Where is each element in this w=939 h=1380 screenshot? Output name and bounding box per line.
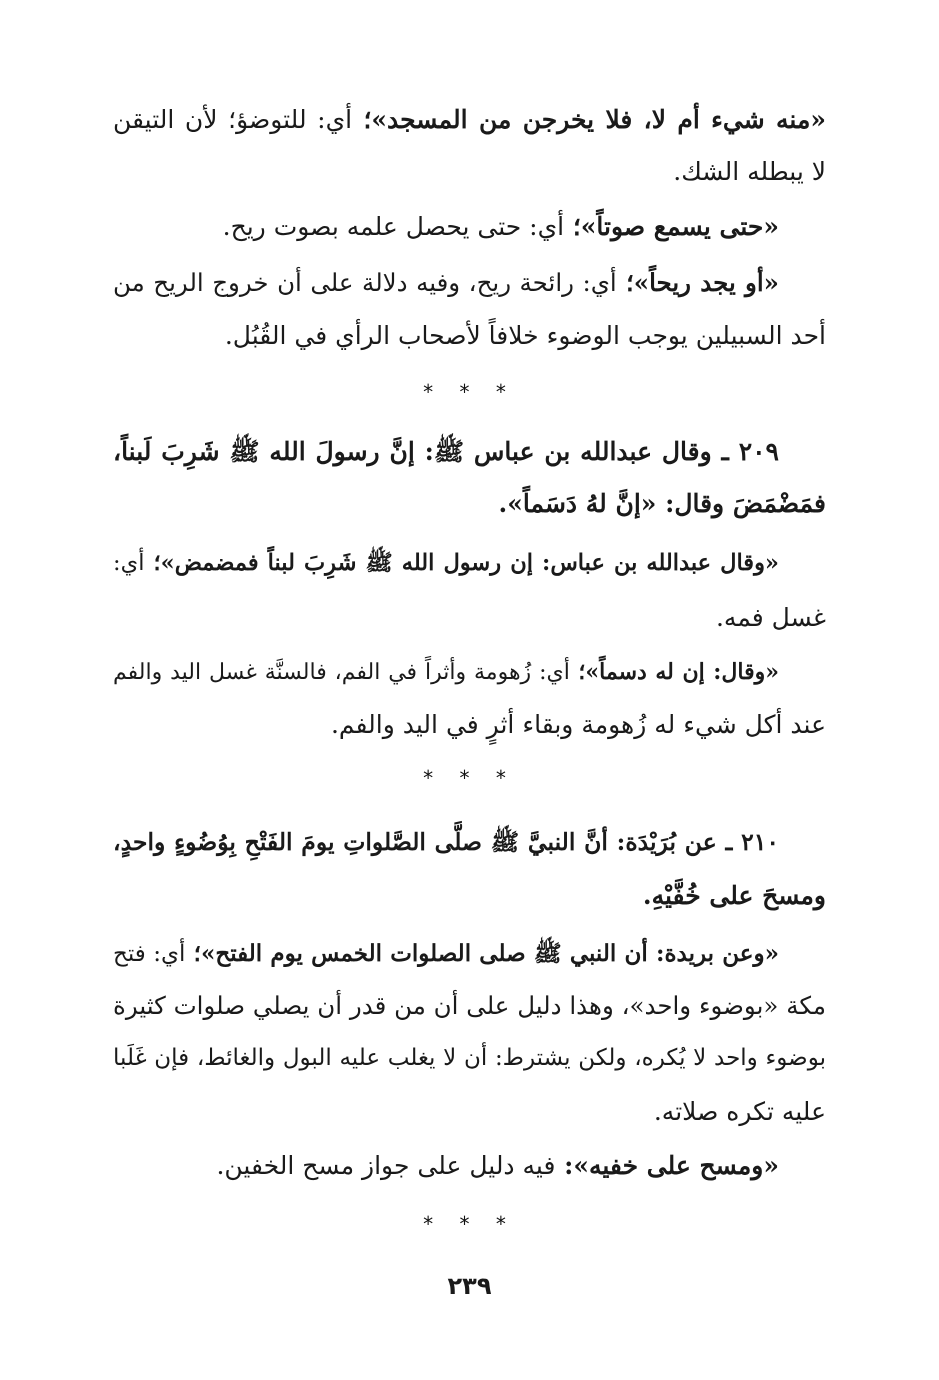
text-line-10 bbox=[113, 652, 779, 693]
hadith-text: ومسحَ على خُفَّيْهِ. bbox=[642, 881, 826, 910]
text-line-3 bbox=[223, 207, 779, 247]
text-line-14 bbox=[113, 934, 779, 974]
section-separator: * * * bbox=[423, 766, 516, 790]
quoted-phrase: «وعن بريدة: أن النبي ﷺ صلى الصلوات الخمس يوم الفتح»؛ bbox=[185, 940, 780, 967]
commentary-text: أي: حتى يحصل علمه بصوت ريح. bbox=[222, 212, 565, 241]
quoted-phrase: «أو يجد ريحاً»؛ bbox=[616, 268, 779, 297]
text-line-15 bbox=[113, 986, 826, 1026]
text-line-1 bbox=[113, 100, 826, 140]
commentary-text: عليه تكره صلاته. bbox=[653, 1097, 826, 1126]
text-line-11 bbox=[331, 705, 826, 745]
commentary-text: أي: زُهومة وأثراً في الفم، فالسنَّة غسل اليد والفم bbox=[113, 660, 570, 685]
page-number: ٢٣٩ bbox=[447, 1272, 492, 1300]
quoted-phrase: «حتى يسمع صوتاً»؛ bbox=[564, 212, 779, 241]
quoted-phrase: «ومسح على خفيه»: bbox=[555, 1151, 779, 1180]
text-line-8 bbox=[113, 543, 779, 583]
text-line-5 bbox=[225, 316, 826, 356]
text-line-4 bbox=[113, 263, 779, 303]
text-line-2 bbox=[673, 152, 826, 192]
section-separator: * * * bbox=[423, 1212, 516, 1236]
commentary-text: لا يبطله الشك. bbox=[673, 157, 826, 186]
commentary-text: عند أكل شيء له زُهومة وبقاء أثرٍ في اليد والفم. bbox=[330, 710, 826, 739]
commentary-text: أي: رائحة ريح، وفيه دلالة على أن خروج الريح من bbox=[113, 268, 617, 297]
hadith-210-line-2 bbox=[643, 876, 826, 916]
commentary-text: أي: فتح bbox=[113, 941, 186, 967]
commentary-text: مكة «بوضوء واحد»، وهذا دليل على أن من قدر أن يصلي صلوات كثيرة bbox=[113, 991, 826, 1020]
quoted-phrase: «منه شيء أم لا، فلا يخرجن من المسجد»؛ bbox=[352, 105, 826, 134]
commentary-text: أحد السبيلين يوجب الوضوء خلافاً لأصحاب الرأي في القُبُل. bbox=[224, 321, 826, 350]
commentary-text: بوضوء واحد لا يُكره، ولكن يشترط: أن لا يغلب عليه البول والغائط، فإن غَلَبا bbox=[113, 1045, 826, 1071]
quoted-phrase: «وقال عبدالله بن عباس: إن رسول الله ﷺ شَرِبَ لبناً فمضمض»؛ bbox=[144, 550, 779, 576]
hadith-210-line-1 bbox=[113, 822, 779, 862]
text-line-9 bbox=[716, 598, 826, 638]
text-line-16 bbox=[113, 1038, 826, 1078]
commentary-text: فيه دليل على جواز مسح الخفين. bbox=[216, 1151, 556, 1180]
commentary-text: أي: bbox=[113, 550, 145, 576]
quoted-phrase: «وقال: إن له دسماً»؛ bbox=[569, 659, 780, 685]
hadith-209-line-1 bbox=[113, 432, 779, 472]
text-line-18 bbox=[216, 1146, 779, 1186]
text-line-17 bbox=[654, 1092, 826, 1132]
hadith-text: ٢١٠ ـ عن بُرَيْدَة: أنَّ النبيَّ ﷺ صلَّى الصَّلواتِ يومَ الفَتْحِ بِوُضُوءٍ واحدٍ، bbox=[113, 828, 779, 856]
commentary-text: غسل فمه. bbox=[715, 603, 826, 632]
commentary-text: أي: للتوضؤ؛ لأن التيقن bbox=[113, 105, 353, 134]
hadith-209-line-2 bbox=[499, 484, 826, 524]
hadith-text: ٢٠٩ ـ وقال عبدالله بن عباس ﷺ: إنَّ رسولَ الله ﷺ شَرِبَ لَبناً، bbox=[113, 437, 779, 466]
section-separator: * * * bbox=[423, 380, 516, 404]
hadith-text: فمَضْمَضَ وقال: «إنَّ لهُ دَسَماً». bbox=[498, 489, 826, 518]
